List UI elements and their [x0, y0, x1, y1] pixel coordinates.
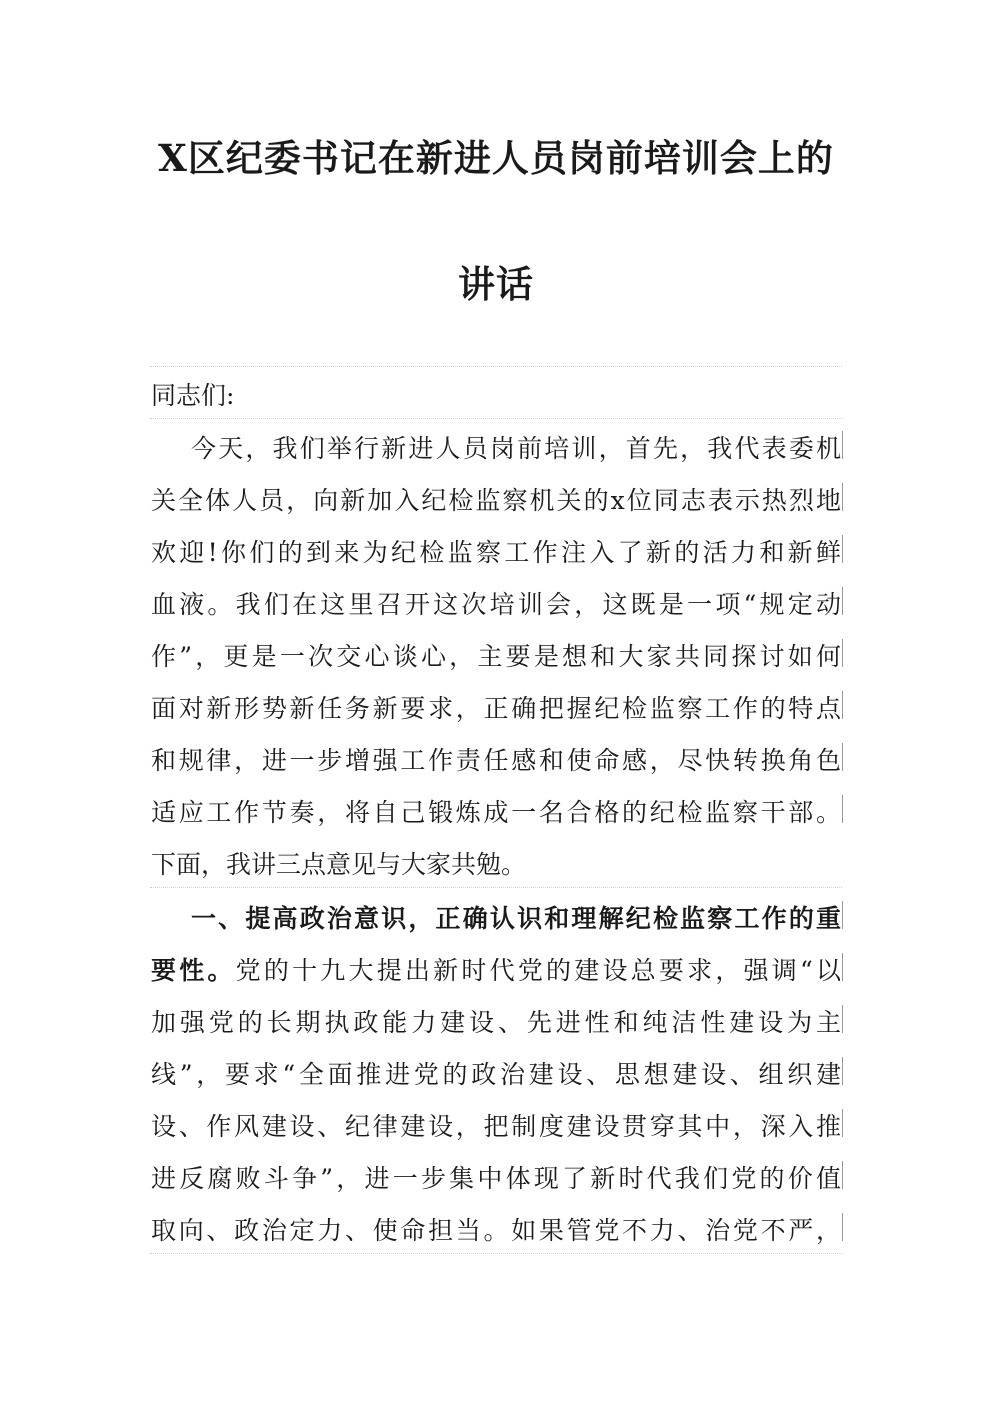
section-heading-end: 要性。: [151, 956, 236, 985]
margin-mark: [842, 901, 843, 929]
margin-mark: [842, 1057, 843, 1085]
document-title-line-1: X区纪委书记在新进人员岗前培训会上的: [158, 136, 834, 180]
paragraph-line: 下面，我讲三点意见与大家共勉。: [151, 850, 527, 879]
paragraph-line: 加强党的长期执政能力建设、先进性和纯洁性建设为主: [151, 1008, 841, 1037]
margin-mark: [842, 639, 843, 667]
margin-mark: [842, 743, 843, 771]
paragraph-line: 取向、政治定力、使命担当。如果管党不力、治党不严，: [151, 1216, 841, 1245]
section-heading: [151, 893, 841, 945]
margin-mark: [842, 535, 843, 563]
margin-mark: [842, 483, 843, 511]
section-divider: [150, 366, 842, 367]
paragraph-line: 面对新形势新任务新要求，正确把握纪检监察工作的特点: [151, 694, 841, 723]
margin-mark: [842, 953, 843, 981]
paragraph-line: 作”，更是一次交心谈心，主要是想和大家共同探讨如何: [151, 642, 841, 671]
section-heading-text: 一、提高政治意识，正确认识和理解纪检监察工作的重: [191, 904, 841, 933]
paragraph-line: 今天，我们举行新进人员岗前培训，首先，我代表委机: [191, 434, 841, 463]
salutation: 同志们:: [151, 381, 235, 410]
paragraph-text: 党的十九大提出新时代党的建设总要求，强调“以: [235, 956, 841, 985]
margin-mark: [842, 1005, 843, 1033]
margin-mark: [842, 1161, 843, 1189]
margin-mark: [842, 587, 843, 615]
paragraph-line: [151, 945, 841, 997]
paragraph-line: 线”，要求“全面推进党的政治建设、思想建设、组织建: [151, 1060, 841, 1089]
paragraph-line: 血液。我们在这里召开这次培训会，这既是一项“规定动: [151, 590, 841, 619]
paragraph-line: 进反腐败斗争”，进一步集中体现了新时代我们党的价值: [151, 1164, 841, 1193]
paragraph-line: 和规律，进一步增强工作责任感和使命感，尽快转换角色: [151, 746, 841, 775]
paragraph-line: 关全体人员，向新加入纪检监察机关的x位同志表示热烈地: [151, 486, 841, 515]
margin-mark: [842, 691, 843, 719]
paragraph-line: 设、作风建设、纪律建设，把制度建设贯穿其中，深入推: [151, 1112, 841, 1141]
margin-mark: [842, 1109, 843, 1137]
margin-mark: [842, 795, 843, 823]
paragraph-line: 适应工作节奏，将自己锻炼成一名合格的纪检监察干部。: [151, 798, 841, 827]
document-title-line-2: 讲话: [458, 262, 534, 306]
margin-mark: [842, 1213, 843, 1241]
paragraph-line: 欢迎!你们的到来为纪检监察工作注入了新的活力和新鲜: [151, 538, 841, 567]
margin-mark: [842, 431, 843, 459]
